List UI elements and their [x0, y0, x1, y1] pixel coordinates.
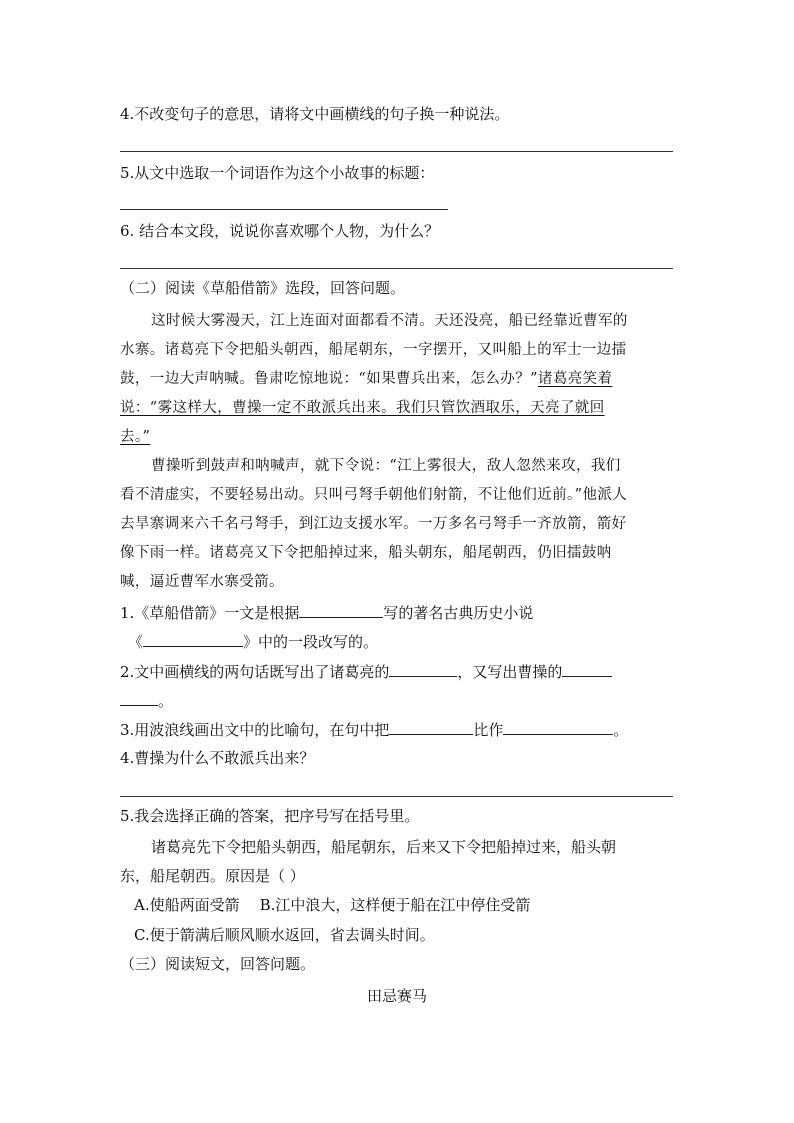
question-5-stem: 诸葛亮先下令把船头朝西，船尾朝东，后来又下令把船掉过来，船头朝: [151, 838, 617, 856]
fill-blank-zhuge[interactable]: [389, 661, 457, 677]
passage-text: 鼓，一边大声呐喊。鲁肃吃惊地说：“如果曹兵出来，怎么办？”: [120, 371, 538, 387]
option-a[interactable]: A.使船两面受箭: [134, 896, 240, 914]
fill-blank-caocao-cont[interactable]: [120, 690, 158, 706]
underlined-sentence: 诸葛亮笑着: [537, 371, 613, 387]
passage-line: [120, 369, 612, 389]
question-1-cont: [128, 631, 378, 652]
answer-line[interactable]: [120, 151, 673, 152]
question-6-character: 6. 结合本文段，说说你喜欢哪个人物，为什么？: [120, 222, 440, 240]
fill-blank-caocao[interactable]: [562, 661, 612, 677]
passage-line: 水寨。诸葛亮下令把船头朝西，船尾朝东，一字摆开，又叫船上的军士一边擂: [120, 342, 627, 358]
answer-line[interactable]: [120, 209, 448, 210]
question-text: 3.用波浪线画出文中的比喻句，在句中把: [120, 721, 390, 739]
question-5-title: 5.从文中选取一个词语作为这个小故事的标题：: [120, 164, 435, 182]
fill-blank-author[interactable]: [299, 602, 383, 618]
section-3-heading: （三）阅读短文，回答问题。: [120, 955, 316, 973]
underlined-sentence: 说：“雾这样大，曹操一定不敢派兵出来。我们只管饮酒取乐，天亮了就回: [120, 400, 605, 416]
question-1: [120, 602, 533, 623]
option-c[interactable]: C.便于箭满后顺风顺水返回，省去调头时间。: [134, 926, 435, 944]
fill-blank-object[interactable]: [503, 719, 613, 735]
question-text: 《: [128, 633, 144, 651]
question-text: 1.《草船借箭》一文是根据: [120, 604, 300, 622]
question-text: 2.文中画横线的两句话既写出了诸葛亮的: [120, 663, 390, 681]
question-text: 。: [613, 721, 629, 739]
answer-line[interactable]: [120, 268, 673, 269]
question-2: [120, 661, 612, 682]
question-5-stem: 东，船尾朝西。原因是（ ）: [120, 867, 305, 885]
section-2-heading: （二）阅读《草船借箭》选段，回答问题。: [120, 279, 406, 297]
question-4: 4.曹操为什么不敢派兵出来？: [120, 749, 315, 767]
question-text: ，又写出曹操的: [457, 663, 563, 681]
fill-blank-subject[interactable]: [389, 719, 473, 735]
question-4-rewrite: 4.不改变句子的意思，请将文中画横线的句子换一种说法。: [120, 105, 510, 123]
passage-line: 像下雨一样。诸葛亮又下令把船掉过来，船头朝东，船尾朝西，仍旧擂鼓呐: [120, 545, 612, 561]
passage-line: 看不清虚实，不要轻易出动。只叫弓弩手朝他们射箭，不让他们近前。”他派人: [120, 487, 628, 503]
option-b[interactable]: B.江中浪大，这样便于船在江中停住受箭: [259, 896, 531, 914]
question-text: 写的著名古典历史小说: [383, 604, 534, 622]
passage-line: 这时候大雾漫天，江上连面对面都看不清。天还没亮，船已经靠近曹军的: [151, 313, 628, 329]
passage-line: 去旱寨调来六千名弓弩手，到江边支援水军。一万多名弓弩手一齐放箭，箭好: [120, 516, 627, 532]
question-5: 5.我会选择正确的答案，把序号写在括号里。: [120, 807, 420, 825]
question-3: [120, 719, 628, 740]
fill-blank-novel[interactable]: [143, 631, 243, 647]
underlined-sentence: 去。”: [120, 429, 151, 445]
question-text: 。: [158, 692, 174, 710]
option-a-b: [134, 895, 530, 915]
story-title: 田忌赛马: [366, 987, 427, 1005]
passage-line: 喊，逼近曹军水寨受箭。: [120, 574, 284, 590]
answer-line[interactable]: [120, 796, 673, 797]
question-text: 》中的一段改写的。: [243, 633, 379, 651]
question-2-cont: [120, 690, 173, 711]
passage-line: 曹操听到鼓声和呐喊声，就下令说：“江上雾很大，敌人忽然来攻，我们: [151, 458, 621, 474]
question-text: 比作: [473, 721, 504, 739]
